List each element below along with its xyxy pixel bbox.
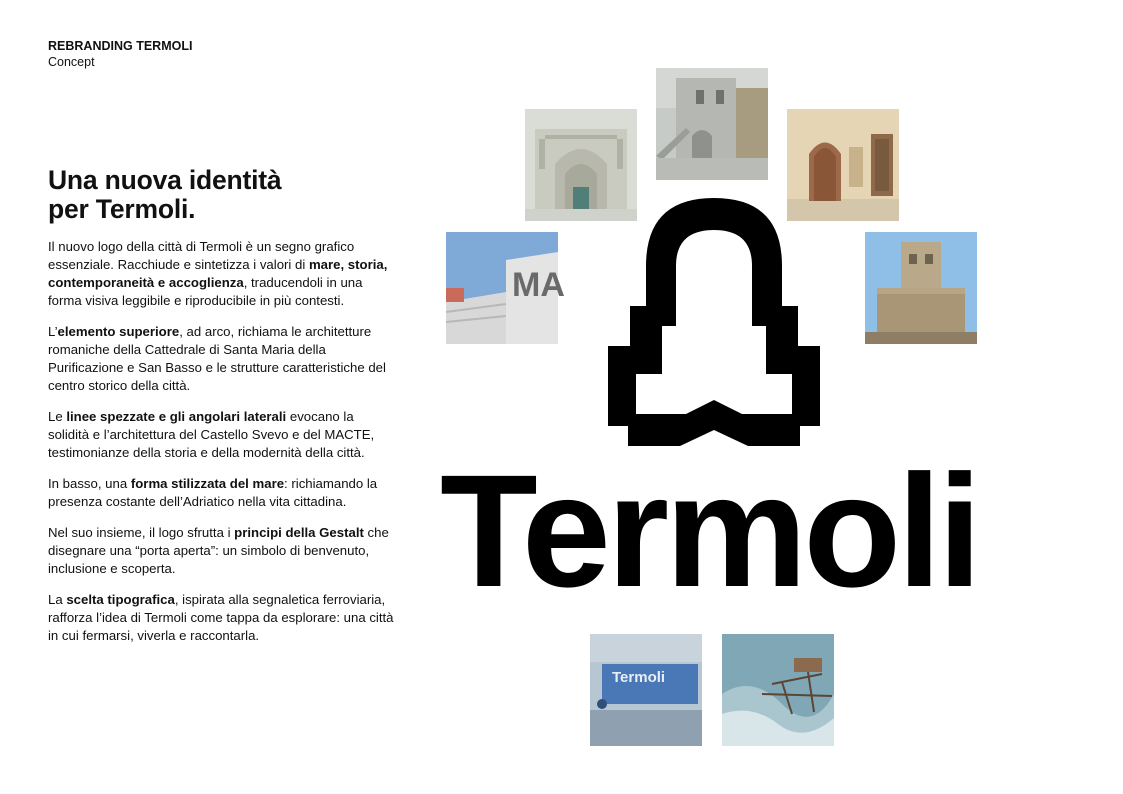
- paragraph-4: [48, 475, 398, 511]
- heading-line-2: per Termoli.: [48, 194, 196, 224]
- photo-old-town-stairs: [656, 68, 768, 180]
- para-2-run-2: , ad arco, richiama le architetture romaniche della Cattedrale di Santa Maria della Purificazione e San Basso e le strutture caratteristiche del centro storico della città.: [48, 324, 386, 393]
- paragraph-6: [48, 591, 398, 645]
- para-4-run-2: : richiamando la presenza costante dell’Adriatico nella vita cittadina.: [48, 476, 378, 509]
- para-3-bold: linee spezzate e gli angolari laterali: [66, 409, 287, 424]
- page-heading: [48, 166, 398, 224]
- para-2-run-1: L’: [48, 324, 58, 339]
- para-3-run-2: evocano la solidità e l’architettura del Castello Svevo e del MACTE, testimonianze della storia e della modernità della città.: [48, 409, 375, 460]
- document-subtitle: Concept: [48, 55, 95, 69]
- para-3-run-1: Le: [48, 409, 67, 424]
- para-5-run-2: che disegnare una “porta aperta”: un simbolo di benvenuto, inclusione e scoperta.: [48, 525, 389, 576]
- station-sign-text: Termoli: [612, 669, 666, 686]
- paragraph-2: [48, 323, 398, 395]
- para-6-run-2: , ispirata alla segnaletica ferroviaria, rafforza l’idea di Termoli come tappa da esplorare: una città in cui fermarsi, viverla e raccontarla.: [48, 592, 394, 643]
- para-5-bold: principi della Gestalt: [234, 525, 364, 540]
- para-6-run-1: La: [48, 592, 67, 607]
- para-4-run-1: In basso, una: [48, 476, 131, 491]
- para-1-run-1: Il nuovo logo della città di Termoli è un segno grafico essenziale. Racchiude e sintetizza i valori di: [48, 239, 355, 272]
- logo-sea-wave: [628, 400, 800, 446]
- para-2-bold: elemento superiore: [57, 324, 180, 339]
- para-6-bold: scelta tipografica: [66, 592, 175, 607]
- logo-arch: [608, 198, 820, 426]
- macte-sign-text: MA: [512, 266, 565, 304]
- paragraph-5: [48, 524, 398, 578]
- para-1-run-2: , traducendoli in una forma visiva leggibile e riproducibile in più contesti.: [48, 275, 363, 308]
- para-5-run-1: Nel suo insieme, il logo sfrutta i: [48, 525, 235, 540]
- termoli-logo-mark: [600, 196, 830, 456]
- paragraph-3: [48, 408, 398, 462]
- para-1-bold: mare, storia, contemporaneità e accoglienza: [48, 257, 388, 290]
- photo-castello-svevo: [865, 232, 977, 344]
- heading-line-1: Una nuova identità: [48, 165, 282, 195]
- termoli-wordmark: Termoli: [440, 441, 979, 620]
- document-title: REBRANDING TERMOLI: [48, 39, 193, 53]
- para-4-bold: forma stilizzata del mare: [130, 476, 285, 491]
- photo-railway-station: [590, 634, 702, 746]
- text-column: [48, 166, 398, 658]
- document-header: [48, 38, 192, 70]
- paragraph-1: [48, 238, 398, 310]
- photo-trabucco-sea: [722, 634, 834, 746]
- photo-macte-museum: [446, 232, 565, 344]
